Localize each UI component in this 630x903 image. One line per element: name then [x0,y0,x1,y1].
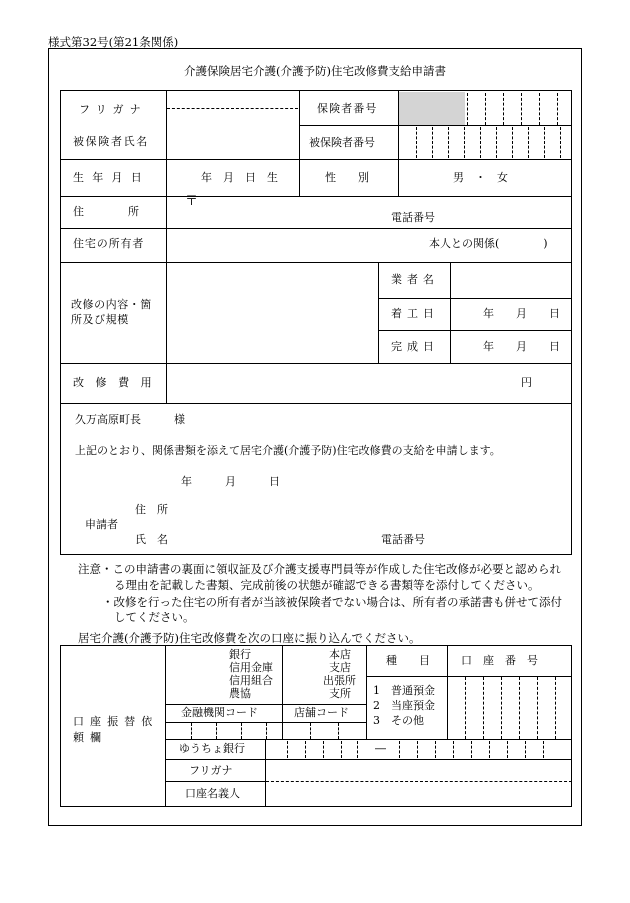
application-statement: 上記のとおり、関係書類を添えて居宅介護(介護予防)住宅改修費の支給を申請します。 [75,444,501,457]
form-number: 様式第32号(第21条関係) [48,35,179,49]
owner-label: 住宅の所有者 [73,237,145,250]
holder-furigana-label: フリガナ [189,764,233,777]
start-date-label: 着工日 [391,307,439,320]
complete-date-value: 年 月 日 [483,340,560,353]
phone-label: 電話番号 [391,211,435,224]
bank-intro: 居宅介護(介護予防)住宅改修費を次の口座に振り込んでください。 [78,631,421,645]
institution-code-label: 金融機関コード [181,706,258,719]
branch-type-honten: 本店 [329,648,351,661]
insurer-number-label: 保険者番号 [317,102,378,115]
inst-type-nokyo: 農協 [229,687,251,700]
yucho-label: ゆうちょ銀行 [179,742,245,755]
inst-type-shinkumi: 信用組合 [229,674,273,687]
account-type-ordinary[interactable]: 1 普通預金 [373,684,435,697]
birth-date-value: 年 月 日 生 [201,171,278,184]
form-title: 介護保険居宅介護(介護予防)住宅改修費支給申請書 [184,64,446,78]
account-type-current[interactable]: 2 当座預金 [373,699,435,712]
applicant-label: 申請者 [85,518,118,531]
relation-label: 本人との関係( ) [429,237,548,250]
applicant-phone-label: 電話番号 [381,533,425,546]
addressee: 久万高原町長 様 [75,413,185,426]
insured-name-label: 被保険者氏名 [73,135,149,148]
yucho-dash: ― [375,742,386,755]
branch-code-label: 店舗コード [294,706,349,719]
category-label: 種 目 [386,654,430,667]
note-line-1: 注意・この申請書の裏面に領収証及び介護支援専門員等が作成した住宅改修が必要と認められ [78,562,561,576]
applicant-table [60,90,572,555]
note-line-3: ・改修を行った住宅の所有者が当該被保険者でない場合は、所有者の承諾書も併せて添付 [102,595,562,609]
renovation-label: 改修の内容・箇所及び規模 [71,298,152,326]
account-type-other[interactable]: 3 その他 [373,714,424,727]
postal-mark: 〒 [185,194,199,209]
account-holder-label: 口座名義人 [185,787,240,800]
branch-type-shisho: 支所 [329,687,351,700]
yen-label: 円 [521,376,532,389]
bank-request-label: 口座振替依頼欄 [73,715,159,744]
sex-value[interactable]: 男 ・ 女 [453,171,508,184]
bank-table [60,645,572,807]
branch-type-shucchojo: 出張所 [323,674,356,687]
note-line-4: してください。 [114,610,195,624]
birth-date-label: 生年月日 [73,171,150,184]
account-number-label: 口 座 番 号 [461,654,538,667]
inst-type-bank: 銀行 [229,648,251,661]
insured-number-label: 被保険者番号 [309,136,375,149]
applicant-name-label: 氏 名 [135,533,168,546]
branch-type-shiten: 支店 [329,661,351,674]
applicant-address-label: 住 所 [135,503,168,516]
cost-label: 改修費用 [73,376,164,389]
sex-label: 性 別 [325,171,369,184]
start-date-value: 年 月 日 [483,307,560,320]
address-label: 住 所 [73,205,139,218]
furigana-label: フリガナ [79,103,147,116]
note-line-2: る理由を記載した書類、完成前後の状態が確認できる書類等を添付してください。 [114,578,540,592]
application-date: 年 月 日 [181,475,280,488]
complete-date-label: 完成日 [391,340,439,353]
contractor-label: 業者名 [391,273,439,286]
inst-type-shinkin: 信用金庫 [229,661,273,674]
